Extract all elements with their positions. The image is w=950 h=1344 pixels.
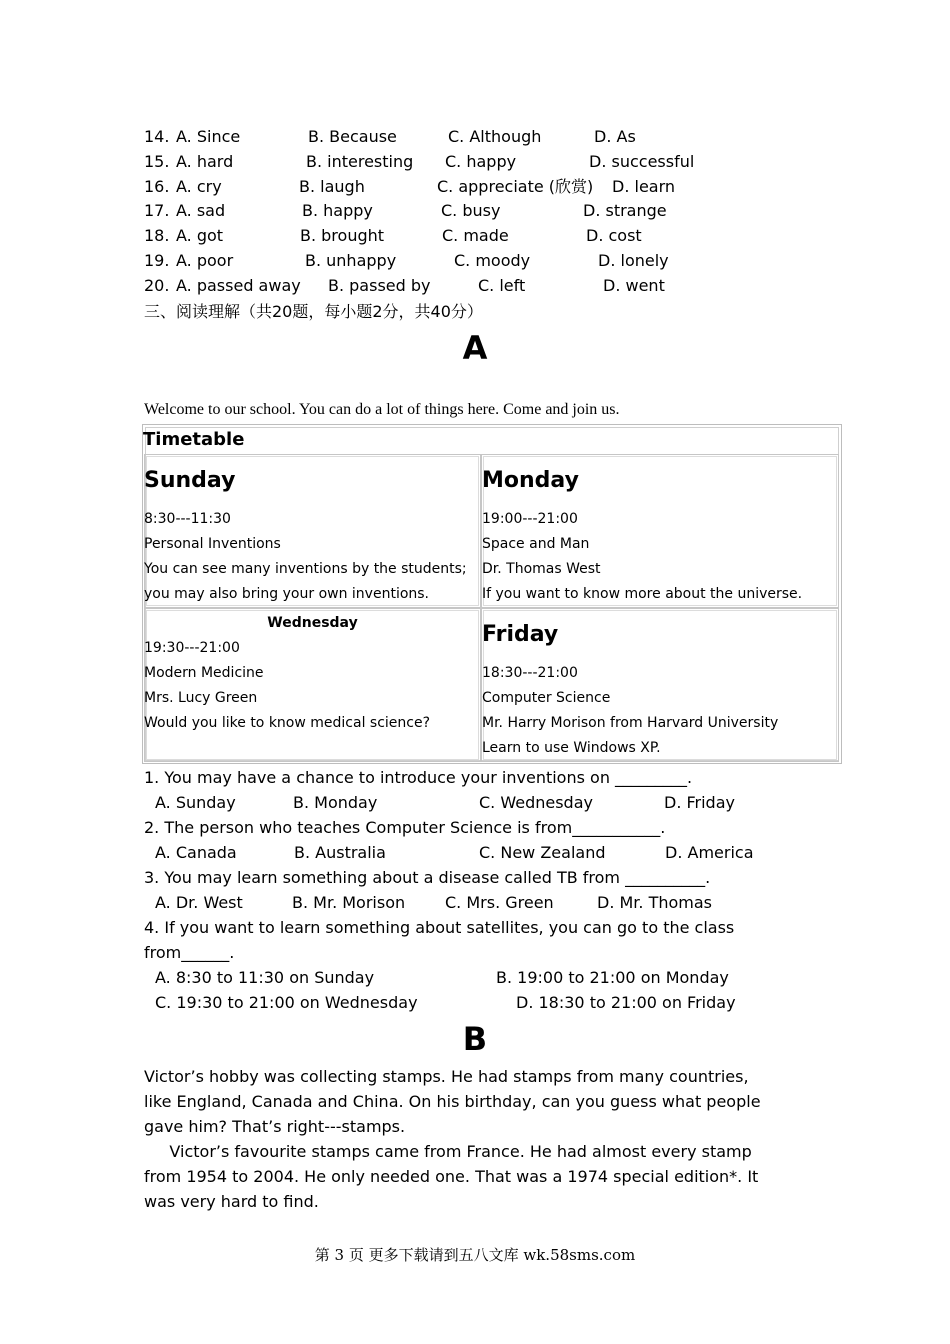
option-c: C. 19:30 to 21:00 on Wednesday	[155, 993, 418, 1012]
class-subject: Space and Man	[482, 536, 590, 552]
passage-a-letter: A	[462, 329, 488, 367]
option-b: B. passed by	[328, 276, 431, 295]
passage-line: Victor’s favourite stamps came from France. He had almost every stamp	[144, 1142, 752, 1161]
option-b: B. unhappy	[305, 251, 397, 270]
option-d: D. cost	[586, 226, 642, 245]
class-time: 19:30---21:00	[144, 640, 240, 656]
option-c: C. Mrs. Green	[445, 893, 554, 912]
option-b: B. Monday	[293, 793, 378, 812]
option-b: B. Australia	[294, 843, 386, 862]
option-d: D. successful	[589, 152, 695, 171]
class-detail: You can see many inventions by the students;	[144, 561, 467, 577]
option-a: A. sad	[176, 201, 226, 220]
question-number: 15.	[144, 152, 170, 171]
option-c: C. moody	[454, 251, 531, 270]
option-b: B. 19:00 to 21:00 on Monday	[496, 968, 729, 987]
class-subject: Personal Inventions	[144, 536, 281, 552]
class-subject: Modern Medicine	[144, 665, 264, 681]
option-a: A. got	[176, 226, 224, 245]
passage-line: from 1954 to 2004. He only needed one. That was a 1974 special edition*. It	[144, 1167, 759, 1186]
option-row	[144, 790, 844, 815]
question-number: 20.	[144, 276, 170, 295]
option-d: D. As	[594, 127, 636, 146]
option-row	[144, 840, 844, 865]
option-d: D. learn	[612, 177, 676, 196]
option-row	[144, 223, 844, 248]
passage-b-letter: B	[462, 1020, 488, 1058]
question-number: 16.	[144, 177, 170, 196]
day-heading: Friday	[482, 622, 559, 647]
option-row	[144, 174, 844, 199]
question-stem-continued: from______.	[144, 943, 235, 962]
option-c: C. busy	[441, 201, 501, 220]
option-a: A. 8:30 to 11:30 on Sunday	[155, 968, 375, 987]
day-heading: Sunday	[144, 468, 236, 493]
option-b: B. Because	[308, 127, 397, 146]
option-b: B. brought	[300, 226, 385, 245]
day-heading: Monday	[482, 468, 579, 493]
passage-a-intro: Welcome to our school. You can do a lot of things here. Come and join us.	[144, 401, 620, 418]
option-row	[144, 965, 844, 990]
question-number: 18.	[144, 226, 170, 245]
option-row	[144, 248, 844, 273]
option-d: D. Friday	[664, 793, 735, 812]
option-a: A. poor	[176, 251, 234, 270]
passage-line: Victor’s hobby was collecting stamps. He had stamps from many countries,	[144, 1067, 749, 1086]
option-row	[144, 149, 844, 174]
question-stem: 1. You may have a chance to introduce your inventions on _________.	[144, 768, 693, 787]
option-c: C. appreciate (欣赏)	[437, 177, 594, 196]
question-stem: 3. You may learn something about a disease called TB from __________.	[144, 868, 711, 887]
class-time: 8:30---11:30	[144, 511, 231, 527]
class-teacher: Dr. Thomas West	[482, 561, 601, 577]
option-c: C. left	[478, 276, 526, 295]
option-d: D. went	[603, 276, 665, 295]
passage-line: like England, Canada and China. On his birthday, can you guess what people	[144, 1092, 761, 1111]
question-number: 19.	[144, 251, 170, 270]
option-row	[144, 198, 844, 223]
option-b: B. laugh	[299, 177, 365, 196]
option-a: A. Canada	[155, 843, 237, 862]
option-a: A. hard	[176, 152, 234, 171]
option-row	[144, 273, 844, 298]
class-time: 19:00---21:00	[482, 511, 578, 527]
option-b: B. Mr. Morison	[292, 893, 406, 912]
option-d: D. lonely	[598, 251, 669, 270]
option-a: A. passed away	[176, 276, 301, 295]
question-number: 17.	[144, 201, 170, 220]
class-detail: Would you like to know medical science?	[144, 715, 431, 731]
option-a: A. Dr. West	[155, 893, 243, 912]
option-c: C. happy	[445, 152, 517, 171]
class-detail: If you want to know more about the universe.	[482, 586, 803, 602]
question-number: 14.	[144, 127, 170, 146]
option-row	[144, 890, 844, 915]
option-row	[144, 124, 844, 149]
option-d: D. 18:30 to 21:00 on Friday	[516, 993, 736, 1012]
option-d: D. America	[665, 843, 754, 862]
option-c: C. New Zealand	[479, 843, 606, 862]
option-a: A. cry	[176, 177, 222, 196]
option-c: C. made	[442, 226, 509, 245]
class-teacher: Mrs. Lucy Green	[144, 690, 258, 706]
question-stem: 4. If you want to learn something about satellites, you can go to the class	[144, 918, 735, 937]
timetable-title: Timetable	[143, 429, 245, 450]
question-stem: 2. The person who teaches Computer Science is from___________.	[144, 818, 666, 837]
class-teacher: Mr. Harry Morison from Harvard University	[482, 715, 779, 731]
passage-line: gave him? That’s right---stamps.	[144, 1117, 406, 1136]
option-b: B. happy	[302, 201, 373, 220]
class-detail: you may also bring your own inventions.	[144, 586, 430, 602]
day-heading: Wednesday	[267, 615, 358, 631]
passage-line: was very hard to find.	[144, 1192, 319, 1211]
option-a: A. Since	[176, 127, 241, 146]
option-d: D. Mr. Thomas	[597, 893, 713, 912]
page-footer: 第 3 页 更多下载请到五八文库 wk.58sms.com	[314, 1246, 636, 1264]
class-detail: Learn to use Windows XP.	[482, 740, 661, 756]
option-a: A. Sunday	[155, 793, 236, 812]
option-c: C. Although	[448, 127, 542, 146]
class-time: 18:30---21:00	[482, 665, 578, 681]
section-heading: 三、阅读理解（共20题，每小题2分，共40分）	[144, 302, 483, 321]
option-c: C. Wednesday	[479, 793, 593, 812]
class-subject: Computer Science	[482, 690, 611, 706]
option-d: D. strange	[583, 201, 667, 220]
option-b: B. interesting	[306, 152, 414, 171]
option-row	[144, 990, 844, 1015]
